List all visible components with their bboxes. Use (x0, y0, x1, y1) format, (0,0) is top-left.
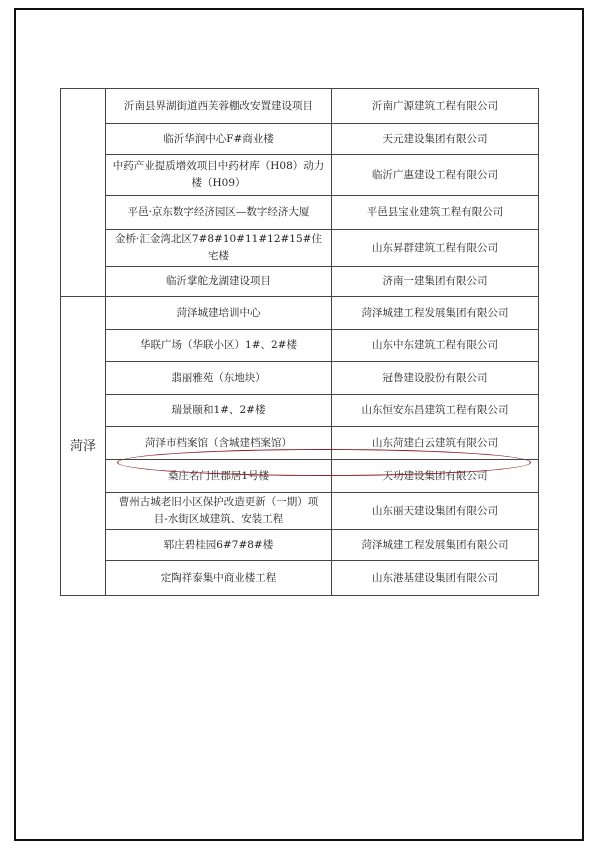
table-row (61, 395, 539, 427)
company-name: 天元建设集团有限公司 (332, 124, 539, 155)
project-name: 中药产业提质增效项目中药材库（H08）动力楼（H09） (106, 155, 332, 196)
project-name: 翡丽雅苑（东地块） (106, 362, 332, 395)
company-name: 山东菏建白云建筑有限公司 (332, 427, 539, 460)
company-name: 山东昇群建筑工程有限公司 (332, 230, 539, 267)
project-name: 桑庄名门世郡居1号楼 (106, 460, 332, 493)
table-row (61, 561, 539, 596)
project-name: 郓庄碧桂园6#7#8#楼 (106, 530, 332, 561)
table-row (61, 267, 539, 297)
project-name: 临沂掌舵龙湖建设项目 (106, 267, 332, 297)
region-cell (61, 89, 106, 297)
company-name: 临沂广惠建设工程有限公司 (332, 155, 539, 196)
company-name: 山东丽天建设集团有限公司 (332, 493, 539, 530)
company-name: 菏泽城建工程发展集团有限公司 (332, 297, 539, 330)
table-row (61, 427, 539, 460)
company-name: 山东恒安东昌建筑工程有限公司 (332, 395, 539, 427)
table-row (61, 230, 539, 267)
company-name: 济南一建集团有限公司 (332, 267, 539, 297)
project-name: 临沂华润中心F#商业楼 (106, 124, 332, 155)
company-name: 山东港基建设集团有限公司 (332, 561, 539, 596)
project-name: 平邑·京东数字经济园区—数字经济大厦 (106, 196, 332, 230)
company-name: 冠鲁建设股份有限公司 (332, 362, 539, 395)
table-row (61, 493, 539, 530)
company-name: 平邑县宝业建筑工程有限公司 (332, 196, 539, 230)
company-name: 天功建设集团有限公司 (332, 460, 539, 493)
project-name: 金桥·汇金湾北区7#8#10#11#12#15#住宅楼 (106, 230, 332, 267)
project-name: 菏泽市档案馆（含城建档案馆） (106, 427, 332, 460)
table-row (61, 362, 539, 395)
project-table (60, 88, 539, 596)
project-name: 瑞景颐和1#、2#楼 (106, 395, 332, 427)
project-name: 沂南县界湖街道西芙蓉棚改安置建设项目 (106, 89, 332, 124)
region-cell: 菏泽 (61, 297, 106, 596)
table-row-highlighted (61, 460, 539, 493)
project-name: 华联广场（华联小区）1#、2#楼 (106, 330, 332, 362)
table-row (61, 530, 539, 561)
table-row (61, 330, 539, 362)
company-name: 菏泽城建工程发展集团有限公司 (332, 530, 539, 561)
table-row (61, 124, 539, 155)
company-name: 沂南广源建筑工程有限公司 (332, 89, 539, 124)
project-name: 定陶祥泰集中商业楼工程 (106, 561, 332, 596)
project-name: 菏泽城建培训中心 (106, 297, 332, 330)
table-row (61, 155, 539, 196)
table-row (61, 89, 539, 124)
project-name: 曹州古城老旧小区保护改造更新（一期）项目-水街区域建筑、安装工程 (106, 493, 332, 530)
table-row (61, 196, 539, 230)
table-row (61, 297, 539, 330)
company-name: 山东中东建筑工程有限公司 (332, 330, 539, 362)
